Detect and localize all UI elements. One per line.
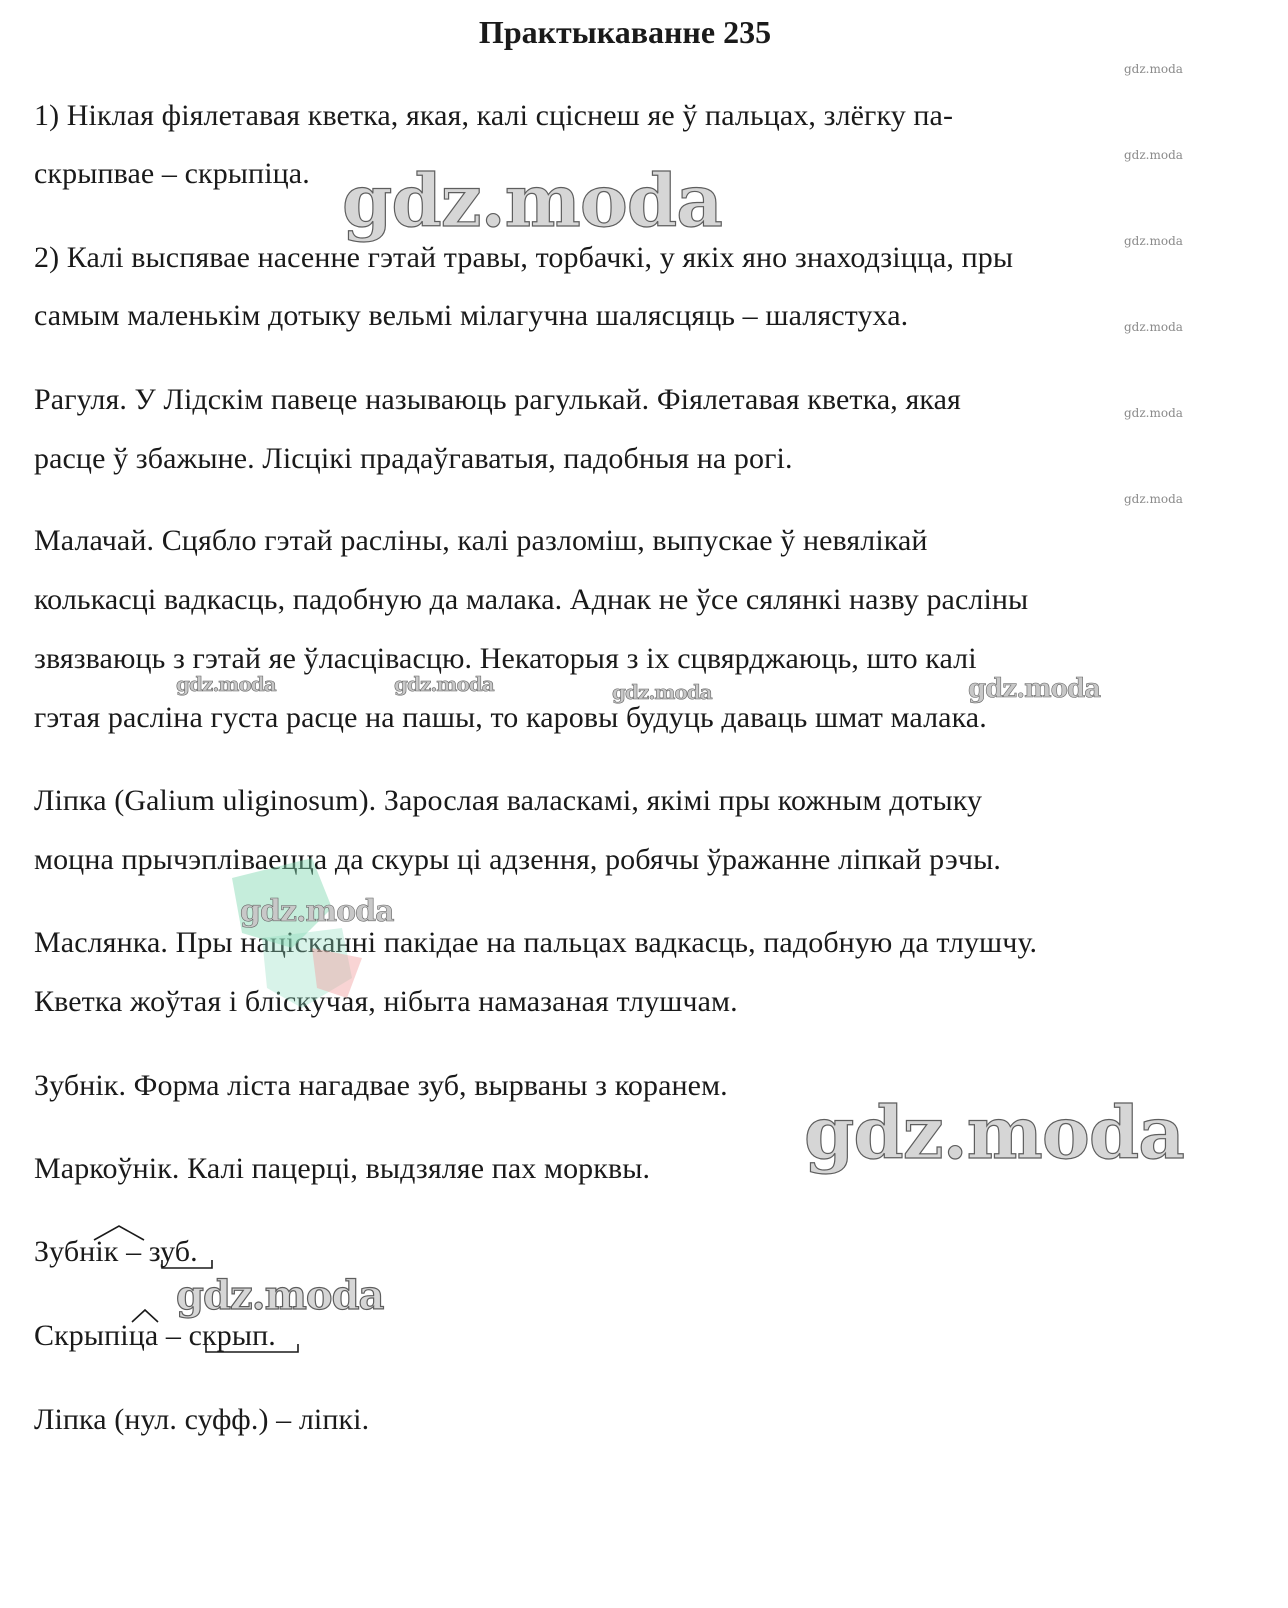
watermark-small: gdz.moda xyxy=(1124,406,1183,420)
text-line: Кветка жоўтая і бліскучая, нібыта намазаная тлушчам. xyxy=(34,985,738,1018)
suffix-mark: нік xyxy=(79,1235,119,1268)
text-line: скрыпвае – скрыпіца. xyxy=(34,157,310,190)
watermark-large: gdz.moda xyxy=(804,1090,1184,1175)
text-line: гэтая расліна густа расце на пашы, то каровы будуць даваць шмат малака. xyxy=(34,701,987,734)
watermark-tiny: gdz.moda xyxy=(612,680,712,704)
text-line: звязваюць з гэтай яе ўласцівасцю. Некаторыя з іх сцвярджаюць, што калі xyxy=(34,642,977,675)
word-start: Скрып xyxy=(34,1319,121,1352)
text-line: Малачай. Сцябло гэтай расліны, калі разломіш, выпускае ў невялікай xyxy=(34,524,928,557)
suffix-arc-icon xyxy=(130,1306,160,1324)
text-line: расце ў збажыне. Лісцікі прадаўгаватыя, падобныя на рогі. xyxy=(34,442,793,475)
decor-shape-icon xyxy=(222,838,372,1038)
suffix-arc-icon xyxy=(92,1222,146,1242)
root-mark: скрып xyxy=(188,1319,269,1352)
text-line: 1) Ніклая фіялетавая кветка, якая, калі сціснеш яе ў пальцах, злёгку па- xyxy=(34,99,954,132)
watermark-medium: gdz.moda xyxy=(240,894,394,929)
watermark-tiny: gdz.moda xyxy=(968,674,1101,704)
watermark-small: gdz.moda xyxy=(1124,234,1183,248)
root-arc-icon xyxy=(204,1342,300,1356)
watermark-small: gdz.moda xyxy=(1124,492,1183,506)
period: . xyxy=(190,1235,198,1268)
watermark-tiny: gdz.moda xyxy=(176,672,276,696)
word-end: а xyxy=(144,1319,159,1352)
page-title: Практыкаванне 235 xyxy=(478,14,772,50)
text-line: Ліпка (Galium uliginosum). Зарослая валаскамі, якімі пры кожным дотыку xyxy=(34,784,983,817)
dash: – xyxy=(118,1235,149,1268)
analysis-lipka: Ліпка (нул. суфф.) – ліпкі. xyxy=(34,1403,370,1436)
text-line: самым маленькім дотыку вельмі мілагучна шалясцяць – шалястуха. xyxy=(34,299,909,332)
text-line: 2) Калі выспявае насенне гэтай травы, торбачкі, у якіх яно знаходзіцца, пры xyxy=(34,241,1014,274)
dash: – xyxy=(158,1319,189,1352)
watermark-tiny: gdz.moda xyxy=(394,672,494,696)
watermark-small: gdz.moda xyxy=(1124,62,1183,76)
suffix-mark: іц xyxy=(120,1319,145,1352)
word-start: Зуб xyxy=(34,1235,80,1268)
text-line: колькасці вадкасць, падобную да малака. Аднак не ўсе сялянкі назву расліны xyxy=(34,583,1029,616)
text-line: Рагуля. У Лідскім павеце называюць рагулькай. Фіялетавая кветка, якая xyxy=(34,383,961,416)
watermark-large: gdz.moda xyxy=(342,158,722,243)
watermark-small: gdz.moda xyxy=(1124,148,1183,162)
root-arc-icon xyxy=(160,1258,214,1272)
watermark-medium: gdz.moda xyxy=(176,1272,384,1319)
text-line: Зубнік. Форма ліста нагадвае зуб, вырваны з коранем. xyxy=(34,1069,728,1102)
watermark-small: gdz.moda xyxy=(1124,320,1183,334)
text-line: моцна прычэпліваецца да скуры ці адзення, робячы ўражанне ліпкай рэчы. xyxy=(34,843,1001,876)
text-line: Маркоўнік. Калі пацерці, выдзяляе пах морквы. xyxy=(34,1152,651,1185)
text-line: Маслянка. Пры націсканні пакідае на пальцах вадкасць, падобную да тлушчу. xyxy=(34,926,1038,959)
period: . xyxy=(268,1319,276,1352)
root-mark: зуб xyxy=(148,1235,191,1268)
